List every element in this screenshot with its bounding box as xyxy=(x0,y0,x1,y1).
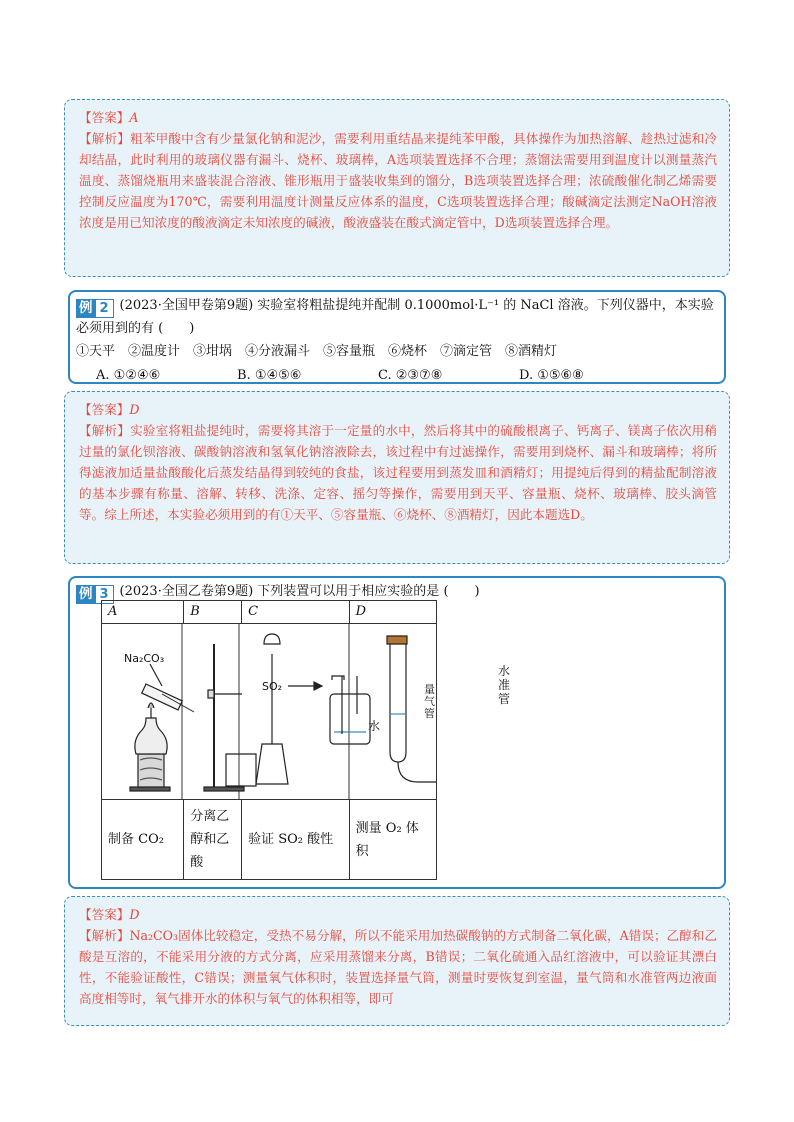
stem-text: (2023·全国甲卷第9题) 实验室将粗盐提纯并配制 0.1000mol·L⁻¹ 的 NaCl 溶液。下列仪器中，本实验必须用到的有 ( ) xyxy=(76,298,714,336)
label-d-text: 测量 O₂ 体积 xyxy=(355,820,419,859)
answer-value: D xyxy=(129,907,140,922)
header-c: C xyxy=(242,601,350,624)
example-word: 例 xyxy=(76,585,96,604)
example-number: 2 xyxy=(96,299,114,318)
question-box-2 xyxy=(68,290,726,384)
header-b: B xyxy=(184,601,242,624)
answer-box-1 xyxy=(64,99,730,277)
option-b: B. ①④⑤⑥ xyxy=(237,368,302,383)
analysis-tag: 【解析】 xyxy=(79,131,131,146)
header-d: D xyxy=(349,601,436,624)
option-a: A. ①②④⑥ xyxy=(96,368,161,383)
label-c-text: 验证 SO₂ 酸性 xyxy=(248,832,334,847)
analysis-text xyxy=(79,925,717,1009)
label-cell-a xyxy=(102,800,184,880)
option-d: D. ①⑤⑥⑧ xyxy=(519,368,584,383)
label-a-text: 制备 CO₂ xyxy=(108,832,164,847)
answer-line xyxy=(79,399,717,420)
answer-line xyxy=(79,904,717,925)
label-na2co3: Na₂CO₃ xyxy=(124,652,165,665)
apparatus-table xyxy=(101,600,437,880)
label-water-tube: 水准管 xyxy=(498,664,511,706)
analysis-text xyxy=(79,420,717,525)
apparatus-b-separatory xyxy=(204,644,256,791)
answer-tag: 【答案】 xyxy=(79,110,130,125)
options-row xyxy=(76,365,714,386)
answer-box-2 xyxy=(64,391,730,564)
analysis-body: 实验室将粗盐提纯时，需要将其溶于一定量的水中，然后将其中的硫酸根离子、钙离子、镁离子依次用稍过量的氯化钡溶液、碳酸钠溶液和氢氧化钠溶液除去，该过程中有过滤操作，需要用到烧杯、漏斗和玻璃棒；将所得滤液加适量盐酸酸化后蒸发结晶得到较纯的食盐，该过程要用到蒸发皿和酒精灯；用提纯后得到的精盐配制溶液的基本步骤有称量、溶解、转移、洗涤、定容、摇匀等操作，需要用到天平、容量瓶、烧杯、玻璃棒、胶头滴管等。综上所述，本实验必须用到的有①天平、⑤容量瓶、⑥烧杯、⑧酒精灯，因此本题选D。 xyxy=(79,423,718,522)
label-water: 水 xyxy=(368,719,381,733)
label-cell-b xyxy=(184,800,242,880)
question-stem xyxy=(76,295,714,339)
analysis-tag: 【解析】 xyxy=(79,423,131,438)
analysis-tag: 【解析】 xyxy=(79,928,130,943)
label-gas-tube: 量气管 xyxy=(424,684,435,720)
answer-value: D xyxy=(129,402,140,417)
item-list: ①天平 ②温度计 ③坩埚 ④分液漏斗 ⑤容量瓶 ⑥烧杯 ⑦滴定管 ⑧酒精灯 xyxy=(76,344,558,359)
analysis-body: Na₂CO₃固体比较稳定，受热不易分解，所以不能采用加热碳酸钠的方式制备二氧化碳，A错误；乙醇和乙酸是互溶的，不能采用分液的方式分离，应采用蒸馏来分离，B错误；二氧化硫通入品红溶液中，可以验证其漂白性，不能验证酸性，C错误；测量氧气体积时，装置选择量气筒，测量时要恢复到室温，量气筒和水准管两边液面高度相等时，氧气排开水的体积与氧气的体积相等，即可 xyxy=(79,928,718,1006)
apparatus-a-heating xyxy=(130,664,194,791)
question-box-3 xyxy=(68,576,726,889)
apparatus-c-bottle xyxy=(256,634,370,784)
label-cell-d xyxy=(349,800,436,880)
answer-tag: 【答案】 xyxy=(79,907,130,922)
answer-box-3 xyxy=(64,896,730,1026)
stem-text: (2023·全国乙卷第9题) 下列装置可以用于相应实验的是 ( ) xyxy=(119,584,480,599)
answer-tag: 【答案】 xyxy=(79,402,130,417)
apparatus-figure xyxy=(102,624,436,799)
label-so2: SO₂ xyxy=(262,680,283,693)
header-a: A xyxy=(102,601,184,624)
label-b-text: 分离乙醇和乙酸 xyxy=(190,809,230,870)
analysis-body: 粗苯甲酸中含有少量氯化钠和泥沙，需要利用重结晶来提纯苯甲酸，具体操作为加热溶解、趁热过滤和冷却结晶，此时利用的玻璃仪器有漏斗、烧杯、玻璃棒，A选项装置选择不合理；蒸馏法需要用到温度计以测量蒸汽温度、蒸馏烧瓶用来盛装混合溶液、锥形瓶用于盛装收集到的馏分，B选项装置选择合理；浓硫酸催化制乙烯需要控制反应温度为170℃，需要利用温度计测量反应体系的温度，C选项装置选择合理；酸碱滴定法测定NaOH溶液浓度是用已知浓度的酸液滴定未知浓度的碱液，酸液盛装在酸式滴定管中，D选项装置选择合理。 xyxy=(79,131,718,230)
example-badge xyxy=(76,299,114,318)
apparatus-figure-cell xyxy=(102,624,437,800)
example-number: 3 xyxy=(96,585,114,604)
option-c: C. ②③⑦⑧ xyxy=(378,368,443,383)
answer-line xyxy=(79,107,717,128)
example-word: 例 xyxy=(76,299,96,318)
label-cell-c xyxy=(242,800,350,880)
answer-value: A xyxy=(129,110,139,125)
analysis-text xyxy=(79,128,717,233)
